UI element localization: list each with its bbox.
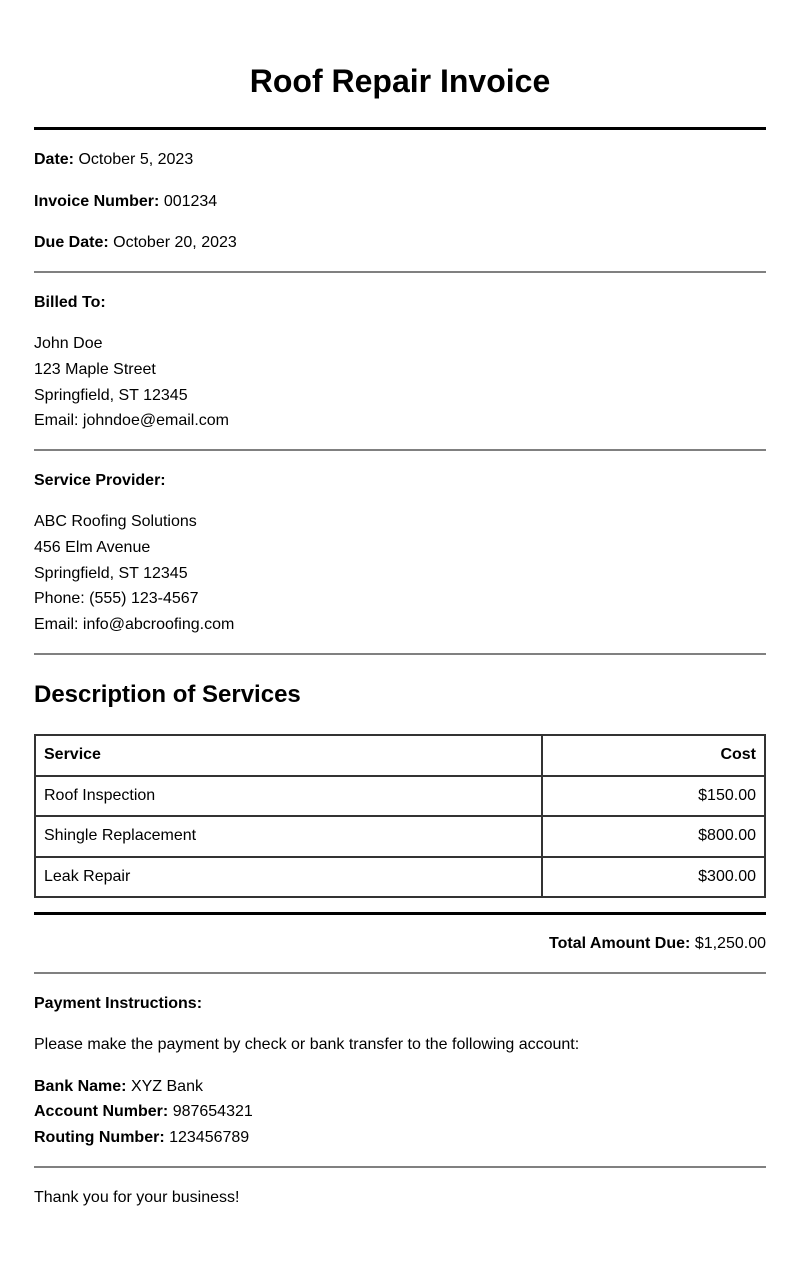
provider-phone: Phone: (555) 123-4567 <box>34 590 199 607</box>
total-amount-due <box>549 934 766 954</box>
due-date-label: Due Date: <box>34 234 109 251</box>
service-provider-heading: Service Provider: <box>34 472 166 489</box>
due-date-line <box>34 233 237 253</box>
account-number-label: Account Number: <box>34 1103 169 1120</box>
billed-to-name: John Doe <box>34 335 103 352</box>
payment-instructions-heading: Payment Instructions: <box>34 995 203 1012</box>
billed-to-email: Email: johndoe@email.com <box>34 412 229 429</box>
routing-number-line <box>34 1128 249 1148</box>
due-date-value: October 20, 2023 <box>113 234 237 251</box>
total-label: Total Amount Due: <box>549 935 691 952</box>
cost-cell: $800.00 <box>542 816 765 857</box>
invoice-number-label: Invoice Number: <box>34 193 160 210</box>
table-header-row <box>35 735 765 776</box>
divider <box>34 449 766 451</box>
provider-city: Springfield, ST 12345 <box>34 565 188 582</box>
account-number-line <box>34 1102 253 1122</box>
account-number-value: 987654321 <box>172 1103 253 1120</box>
divider <box>34 1166 766 1168</box>
total-divider <box>34 912 766 915</box>
billed-to-street: 123 Maple Street <box>34 361 156 378</box>
service-cell: Roof Inspection <box>35 776 542 817</box>
table-row <box>35 816 765 857</box>
routing-number-label: Routing Number: <box>34 1129 165 1146</box>
column-header-service: Service <box>35 735 542 776</box>
divider <box>34 972 766 974</box>
provider-street: 456 Elm Avenue <box>34 539 151 556</box>
total-value: $1,250.00 <box>694 935 766 952</box>
table-row <box>35 776 765 817</box>
thank-you-note: Thank you for your business! <box>34 1189 240 1206</box>
invoice-title: Roof Repair Invoice <box>249 63 551 99</box>
invoice-number-value: 001234 <box>163 193 218 210</box>
provider-email: Email: info@abcroofing.com <box>34 616 235 633</box>
bank-name-line <box>34 1077 203 1097</box>
provider-name: ABC Roofing Solutions <box>34 513 197 530</box>
services-table <box>34 734 766 898</box>
service-cell: Shingle Replacement <box>35 816 542 857</box>
divider <box>34 271 766 273</box>
payment-instructions-text: Please make the payment by check or bank transfer to the following account: <box>34 1036 580 1053</box>
routing-number-value: 123456789 <box>169 1129 250 1146</box>
cost-cell: $150.00 <box>542 776 765 817</box>
bank-name-value: XYZ Bank <box>130 1078 203 1095</box>
title-divider <box>34 127 766 130</box>
date-line <box>34 150 193 170</box>
column-header-cost: Cost <box>542 735 765 776</box>
bank-name-label: Bank Name: <box>34 1078 127 1095</box>
cost-cell: $300.00 <box>542 857 765 898</box>
billed-to-heading: Billed To: <box>34 294 106 311</box>
billed-to-city: Springfield, ST 12345 <box>34 387 188 404</box>
divider <box>34 653 766 655</box>
invoice-number-line <box>34 192 217 212</box>
table-row <box>35 857 765 898</box>
service-cell: Leak Repair <box>35 857 542 898</box>
date-value: October 5, 2023 <box>78 151 194 168</box>
date-label: Date: <box>34 151 75 168</box>
services-heading: Description of Services <box>34 681 301 708</box>
